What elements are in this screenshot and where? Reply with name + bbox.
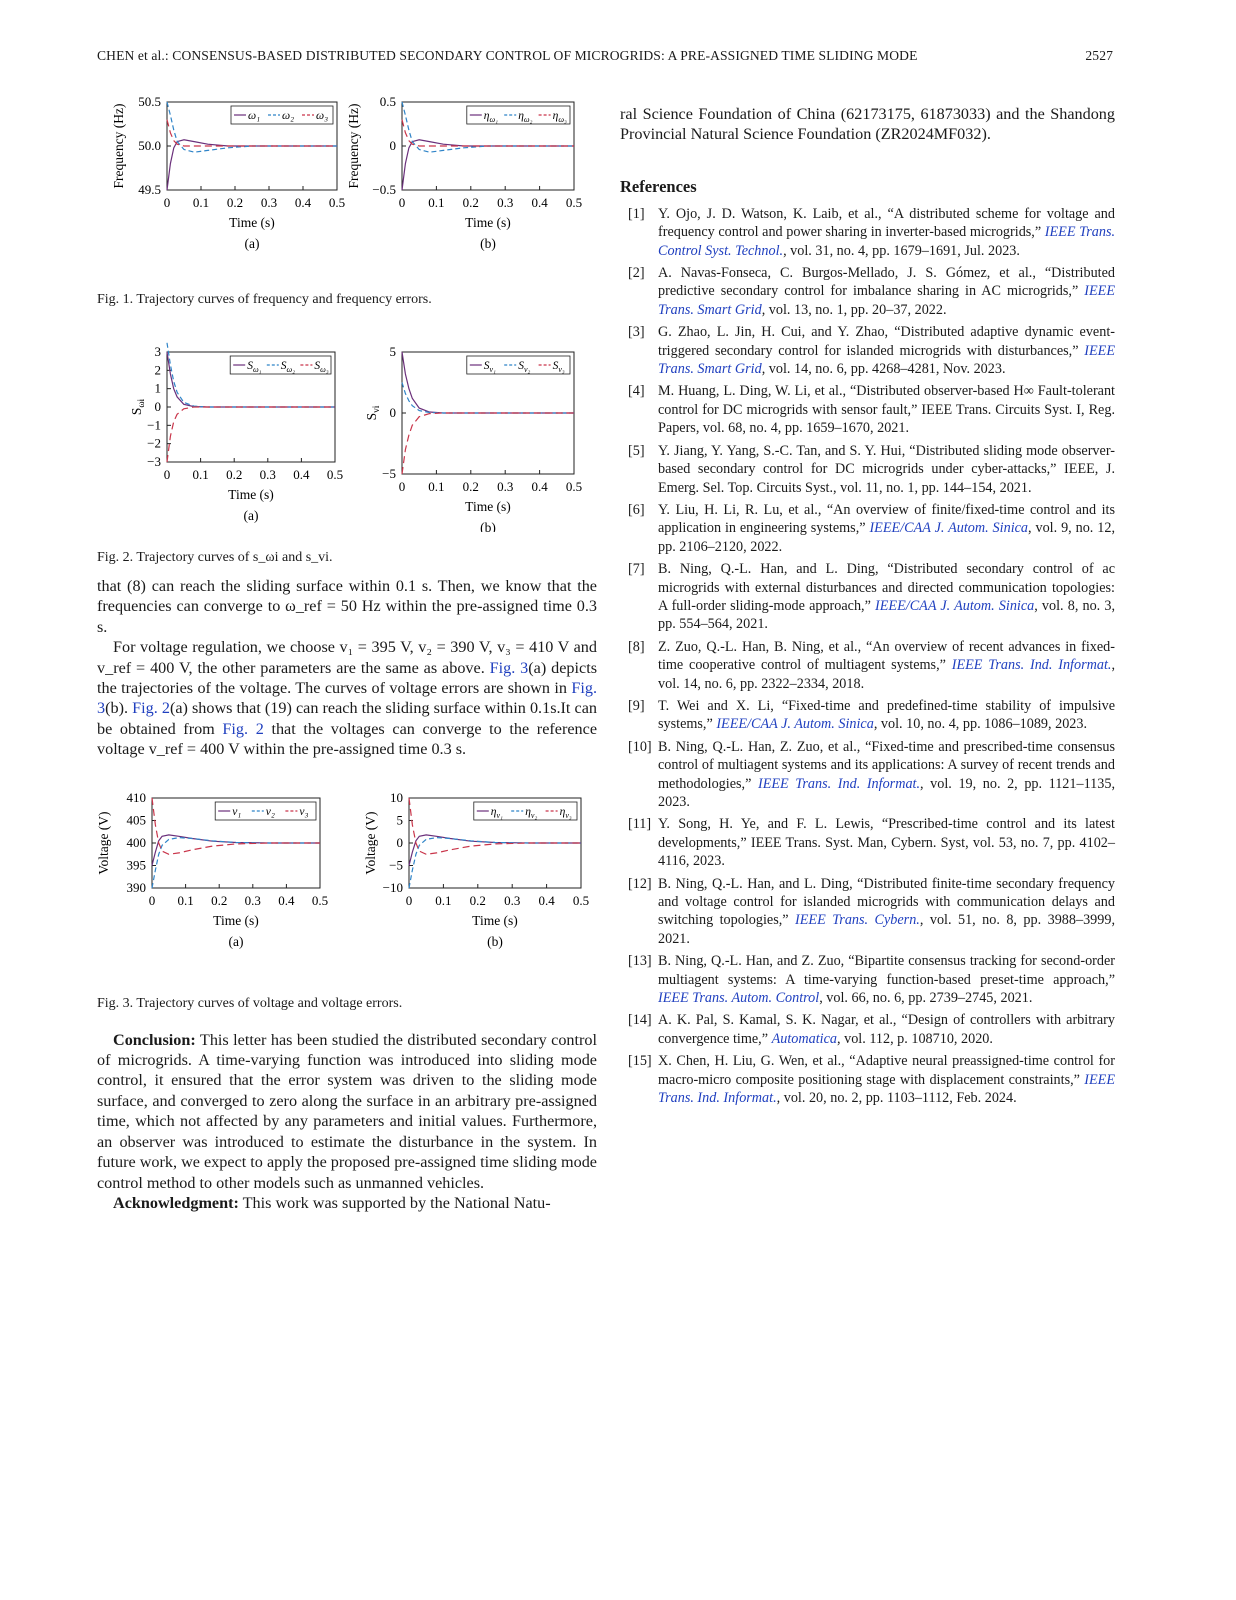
y-tick-label: 0 <box>389 138 396 153</box>
y-tick-label: 405 <box>126 812 146 828</box>
legend-entry: v₁ <box>232 805 242 818</box>
reference-text: B. Ning, Q.-L. Han, and L. Ding, “Distributed finite-time secondary frequency and voltage control for islanded microgrids with communication delays and switching topologies,” <box>658 875 1115 929</box>
legend-entry: v₃ <box>299 805 309 818</box>
y-tick-label: 0 <box>154 399 161 414</box>
reference-number: [7] <box>628 561 645 578</box>
legend-entry: ω₃ <box>316 110 329 122</box>
acknowledgment-paragraph <box>97 1193 597 1213</box>
figure-3-svg <box>97 790 597 980</box>
reference-details: , vol. 112, p. 108710, 2020. <box>837 1030 993 1047</box>
legend-entry: $S_{v_2}$ <box>518 360 531 374</box>
p2a: For voltage regulation, we choose v₁ = 395 V, v₂ = 390 V, v₃ = 410 V and v_ref = 400 V, the other parameters are the same as above. <box>97 638 597 677</box>
reference-item <box>620 560 1115 634</box>
x-tick-label: 0.2 <box>462 479 479 494</box>
x-tick-label: 0.3 <box>497 195 514 210</box>
reference-text: X. Chen, H. Liu, G. Wen, et al., “Adaptive neural preassigned-time control for macro-micro composite positioning stage with displacement constraints,” <box>658 1053 1115 1088</box>
y-tick-label: 410 <box>126 789 146 805</box>
conclusion-label: Conclusion: <box>113 1030 196 1049</box>
reference-item <box>620 264 1115 319</box>
reference-details: , vol. 13, no. 1, pp. 20–37, 2022. <box>761 301 947 318</box>
figure-1-caption: Fig. 1. Trajectory curves of frequency and frequency errors. <box>97 292 432 307</box>
x-tick-label: 0.5 <box>565 479 583 494</box>
y-tick-label: 5 <box>396 812 403 828</box>
legend-entry: $\eta_{\omega_2}$ <box>518 110 533 124</box>
x-tick-label: 0.4 <box>538 892 555 908</box>
y-axis-label: Frequency (Hz) <box>111 103 126 189</box>
right-column <box>620 96 1115 1112</box>
acknowledgment-label: Acknowledgment: <box>113 1193 239 1212</box>
x-tick-label: 0 <box>163 467 171 482</box>
legend-entry: $S_{v_3}$ <box>552 360 565 374</box>
x-axis-label: Time (s) <box>213 912 259 928</box>
legend-entry: $S_{\omega_1}$ <box>247 360 262 374</box>
x-tick-label: 0.3 <box>504 892 521 908</box>
legend-entry: $S_{\omega_3}$ <box>314 360 329 374</box>
fig2-link[interactable]: Fig. 2 <box>132 699 170 718</box>
x-tick-label: 0.4 <box>278 892 295 908</box>
figure-2-svg <box>97 342 597 532</box>
acknowledgment-text: This work was supported by the National Natu- <box>238 1193 551 1212</box>
acknowledgment-continued: ral Science Foundation of China (62173175, 61873033) and the Shandong Provincial Natural Science Foundation (ZR2024MF032). <box>620 105 1115 144</box>
x-tick-label: 0.1 <box>177 892 194 908</box>
reference-details: , vol. 53, no. 7, pp. 4102–4116, 2023. <box>658 834 1115 870</box>
reference-journal-link[interactable]: IEEE Trans. Ind. Informat. <box>658 1071 1115 1107</box>
y-axis-label: Voltage (V) <box>363 811 378 875</box>
reference-item <box>620 442 1115 497</box>
y-tick-label: −1 <box>147 417 161 433</box>
x-axis-label: Time (s) <box>229 215 275 230</box>
reference-details: , vol. 14, no. 6, pp. 4268–4281, Nov. 2023. <box>761 361 1006 378</box>
reference-journal-link[interactable]: IEEE/CAA J. Autom. Sinica <box>716 716 874 733</box>
fig2-link-2[interactable]: Fig. 2 <box>222 719 264 738</box>
reference-text: Y. Liu, H. Li, R. Lu, et al., “An overview of finite/fixed-time control and its application in engineering systems,” <box>658 501 1115 537</box>
reference-text: B. Ning, Q.-L. Han, and Z. Zuo, “Bipartite consensus tracking for second-order multiagent systems: A time-varying function-based preset-time approach,” <box>658 953 1115 988</box>
y-axis-label: $S_{\omega i}$ <box>129 398 147 416</box>
reference-list <box>620 205 1115 1108</box>
x-tick-label: 0.4 <box>293 467 310 482</box>
reference-item <box>620 323 1115 378</box>
chart-fig3b <box>363 790 589 949</box>
conclusion-section <box>97 1030 597 1214</box>
x-tick-label: 0 <box>398 479 406 494</box>
reference-details: , vol. 31, no. 4, pp. 1679–1691, Jul. 2023. <box>783 242 1020 259</box>
reference-journal-link[interactable]: Automatica <box>771 1030 837 1047</box>
reference-number: [11] <box>628 816 652 833</box>
reference-item <box>620 875 1115 949</box>
reference-text: A. K. Pal, S. Kamal, S. K. Nagar, et al., “Design of controllers with arbitrary convergence time,” <box>658 1012 1115 1047</box>
y-tick-label: 49.5 <box>138 182 161 197</box>
x-tick-label: 0.4 <box>531 195 548 210</box>
figure-1 <box>97 96 597 282</box>
legend-entry: $\eta_{\omega_1}$ <box>483 110 499 124</box>
y-tick-label: 395 <box>126 857 146 873</box>
x-tick-label: 0.2 <box>462 195 479 210</box>
reference-number: [1] <box>628 205 645 222</box>
p2c: (b). <box>105 699 133 718</box>
reference-item <box>620 815 1115 870</box>
reference-journal-link[interactable]: IEEE Trans. Ind. Informat. <box>951 657 1112 674</box>
reference-text: Y. Jiang, Y. Yang, S.-C. Tan, and S. Y. Hui, “Distributed sliding mode observer-based secondary control for DC microgrids under cyber-attacks,” IEEE, J. Emerg. Sel. Top. Circuits Syst. <box>658 442 1115 496</box>
legend-entry: $\eta_{\omega_3}$ <box>552 110 567 124</box>
y-tick-label: 10 <box>390 789 403 805</box>
x-tick-label: 0.5 <box>326 467 344 482</box>
reference-text: Y. Song, H. Ye, and F. L. Lewis, “Prescribed-time control and its latest developments,” IEEE Trans. Syst. Man, Cybern. Syst <box>658 816 1115 851</box>
legend-entry: ω₁ <box>248 110 261 122</box>
reference-item <box>620 1011 1115 1048</box>
x-tick-label: 0.5 <box>311 892 329 908</box>
subfigure-label: (a) <box>243 508 259 523</box>
x-axis-label: Time (s) <box>465 499 511 514</box>
y-tick-label: −2 <box>147 435 161 451</box>
reference-number: [2] <box>628 265 645 282</box>
figure-3 <box>97 790 597 980</box>
fig3-link[interactable]: Fig. 3 <box>489 658 529 677</box>
reference-item <box>620 382 1115 437</box>
reference-details: , vol. 66, no. 6, pp. 2739–2745, 2021. <box>819 990 1033 1007</box>
x-tick-label: 0.1 <box>192 195 210 210</box>
x-tick-label: 0.5 <box>565 195 583 210</box>
figure-1-svg <box>97 96 597 282</box>
y-tick-label: 400 <box>126 834 146 850</box>
x-axis-label: Time (s) <box>228 487 274 502</box>
reference-journal-link[interactable]: IEEE/CAA J. Autom. Sinica <box>869 520 1029 537</box>
reference-text: B. Ning, Q.-L. Han, Z. Zuo, et al., “Fixed-time and prescribed-time consensus control of multiagent systems and its applications: A survey of recent trends and methodologies,” <box>658 738 1115 792</box>
body-text-voltage <box>97 576 597 760</box>
p2d: (a) shows that (19) can reach the sliding surface within 0.1s.It can be obtained from <box>97 699 597 738</box>
reference-number: [13] <box>628 953 652 970</box>
reference-number: [8] <box>628 638 645 655</box>
y-tick-label: −10 <box>382 879 403 895</box>
legend-entry: $S_{\omega_2}$ <box>280 360 296 374</box>
legend-entry: ω₂ <box>282 110 295 122</box>
y-axis-label: Voltage (V) <box>97 811 111 875</box>
reference-item <box>620 1052 1115 1107</box>
reference-details: , vol. 8, no. 3, pp. 554–564, 2021. <box>658 597 1115 633</box>
legend-entry: v₂ <box>265 805 275 818</box>
y-tick-label: 2 <box>154 362 161 378</box>
reference-journal-link[interactable]: IEEE Trans. Cybern. <box>795 912 920 929</box>
references-heading: References <box>620 176 697 196</box>
x-tick-label: 0.1 <box>428 479 445 494</box>
subfigure-label: (b) <box>487 933 503 949</box>
y-tick-label: −0.5 <box>372 182 396 197</box>
figure-2 <box>97 342 597 532</box>
reference-item <box>620 638 1115 693</box>
x-tick-label: 0.4 <box>294 195 312 210</box>
y-tick-label: 50.5 <box>138 96 161 109</box>
chart-fig2b <box>364 344 582 532</box>
x-tick-label: 0.3 <box>259 467 276 482</box>
reference-journal-link[interactable]: IEEE Trans. Smart Grid <box>658 283 1115 318</box>
reference-item <box>620 697 1115 734</box>
y-tick-label: 3 <box>154 344 161 359</box>
reference-item <box>620 205 1115 260</box>
reference-number: [14] <box>628 1012 652 1029</box>
reference-text: T. Wei and X. Li, “Fixed-time and predefined-time stability of impulsive systems,” <box>658 697 1115 733</box>
reference-details: , vol. 10, no. 4, pp. 1086–1089, 2023. <box>873 716 1088 733</box>
reference-details: , vol. 51, no. 8, pp. 3988–3999, 2021. <box>658 912 1115 947</box>
running-title: CHEN et al.: CONSENSUS-BASED DISTRIBUTED SECONDARY CONTROL OF MICROGRIDS: A PRE-ASSIGNED TIME SLIDING MODE <box>97 48 918 63</box>
reference-number: [6] <box>628 501 645 518</box>
p2e: that the voltages can converge to the reference voltage v_ref = 400 V within the pre-assigned time 0.3 s. <box>97 719 597 759</box>
reference-journal-link[interactable]: IEEE Trans. Control Syst. Technol. <box>658 224 1116 259</box>
reference-text: Y. Ojo, J. D. Watson, K. Laib, et al., “A distributed scheme for voltage and frequency control and power sharing in inverter-based microgrids,” <box>658 205 1115 241</box>
y-tick-label: 0 <box>396 834 403 850</box>
reference-number: [12] <box>628 875 652 892</box>
reference-journal-link[interactable]: IEEE Trans. Autom. Control <box>658 990 820 1007</box>
reference-text: A. Navas-Fonseca, C. Burgos-Mellado, J. S. Gómez, et al., “Distributed predictive secondary control for imbalance sharing in AC microgrids,” <box>658 265 1115 300</box>
figure-3-caption: Fig. 3. Trajectory curves of voltage and voltage errors. <box>97 995 403 1011</box>
reference-details: , vol. 11, no. 1, pp. 144–154, 2021. <box>833 479 1032 496</box>
x-tick-label: 0 <box>163 195 171 210</box>
x-tick-label: 0 <box>148 892 156 908</box>
reference-journal-link[interactable]: IEEE Trans. Ind. Informat. <box>757 775 921 792</box>
reference-number: [9] <box>628 697 645 714</box>
x-tick-label: 0.2 <box>226 195 244 210</box>
reference-text: M. Huang, L. Ding, W. Li, et al., “Distributed observer-based H∞ Fault-tolerant control for DC microgrids with sensor fault,” IEEE Trans. Circuits Syst. I, Reg. Papers <box>658 383 1115 437</box>
x-tick-label: 0.3 <box>497 479 514 494</box>
reference-item <box>620 952 1115 1007</box>
reference-details: , vol. 68, no. 4, pp. 1659–1670, 2021. <box>695 420 910 437</box>
x-tick-label: 0.1 <box>428 195 445 210</box>
x-tick-label: 0.5 <box>328 195 346 210</box>
x-tick-label: 0.1 <box>435 892 452 908</box>
fig3-link-2[interactable]: Fig. 3 <box>97 679 597 718</box>
y-axis-label: $S_{vi}$ <box>364 405 382 421</box>
subfigure-label: (b) <box>480 236 496 251</box>
x-tick-label: 0.3 <box>260 195 278 210</box>
conclusion-text: This letter has been studied the distributed secondary control of microgrids. A time-varying function was introduced into sliding mode control, it ensured that the error system was driven to the sliding mode surface, and converged to zero along the surface in an arbitrary pre-assigned time, which not affected by any parameters and initial values. Furthermore, an observer was introduced to estimate the disturbance in the system. In future work, we expect to apply the proposed pre-assigned time sliding mode control method to other models such as unmanned vehicles. <box>97 1030 597 1192</box>
reference-number: [5] <box>628 442 645 459</box>
reference-details: , vol. 19, no. 2, pp. 1121–1135, 2023. <box>658 775 1115 810</box>
y-axis-label: Frequency (Hz) <box>346 103 361 189</box>
chart-fig1b <box>346 96 582 251</box>
x-axis-label: Time (s) <box>472 912 518 928</box>
reference-item <box>620 501 1115 556</box>
subfigure-label: (a) <box>228 933 244 949</box>
subfigure-label: (b) <box>480 520 496 532</box>
y-tick-label: −5 <box>382 466 396 481</box>
conclusion-paragraph <box>97 1030 597 1193</box>
y-tick-label: 50.0 <box>138 138 161 153</box>
chart-fig2a <box>129 343 343 523</box>
page-number: 2527 <box>1085 48 1113 63</box>
x-tick-label: 0.2 <box>211 892 228 908</box>
figure-2-caption: Fig. 2. Trajectory curves of s_ωi and s_vi. <box>97 550 333 565</box>
left-column <box>97 96 597 1213</box>
references-section <box>620 177 1115 1108</box>
x-tick-label: 0.4 <box>531 479 548 494</box>
x-tick-label: 0.2 <box>469 892 486 908</box>
y-tick-label: 0.5 <box>379 96 396 109</box>
p2b: (a) depicts the trajectories of the voltage. The curves of voltage errors are shown in <box>97 658 597 698</box>
x-tick-label: 0.2 <box>226 467 243 482</box>
reference-text: B. Ning, Q.-L. Han, and L. Ding, “Distributed secondary control of ac microgrids with external disturbances and directed communication topologies: A full-order sliding-mode approach,” <box>658 561 1115 614</box>
x-axis-label: Time (s) <box>465 215 511 230</box>
x-tick-label: 0.3 <box>244 892 261 908</box>
legend-entry: $S_{v_1}$ <box>483 360 496 374</box>
y-tick-label: 1 <box>154 380 161 396</box>
legend-entry: $\eta_{v_1}$ <box>490 805 503 820</box>
reference-number: [4] <box>628 383 645 400</box>
legend-entry: $\eta_{v_3}$ <box>559 805 572 820</box>
x-tick-label: 0.1 <box>192 467 209 482</box>
x-tick-label: 0.5 <box>572 892 590 908</box>
y-tick-label: −3 <box>147 454 161 469</box>
reference-number: [10] <box>628 738 652 755</box>
chart-fig3a <box>97 790 328 949</box>
reference-journal-link[interactable]: IEEE Trans. Smart Grid <box>658 342 1115 378</box>
reference-number: [15] <box>628 1053 652 1070</box>
reference-details: , vol. 14, no. 6, pp. 2322–2334, 2018. <box>658 657 1115 692</box>
reference-details: , vol. 9, no. 12, pp. 2106–2120, 2022. <box>658 520 1115 555</box>
x-tick-label: 0 <box>398 195 406 210</box>
y-tick-label: 0 <box>389 405 396 420</box>
y-tick-label: 5 <box>389 344 396 359</box>
chart-fig1a <box>111 96 345 251</box>
reference-number: [3] <box>628 324 645 341</box>
subfigure-label: (a) <box>244 236 260 251</box>
x-tick-label: 0 <box>405 892 413 908</box>
reference-text: G. Zhao, L. Jin, H. Cui, and Y. Zhao, “Distributed adaptive dynamic event-triggered secondary control for islanded microgrids with disturbances,” <box>658 324 1115 359</box>
reference-journal-link[interactable]: IEEE/CAA J. Autom. Sinica <box>875 597 1035 614</box>
legend-entry: $\eta_{v_2}$ <box>525 805 538 820</box>
paragraph-voltage <box>97 637 597 759</box>
y-tick-label: 390 <box>126 879 146 895</box>
reference-text: Z. Zuo, Q.-L. Han, B. Ning, et al., “An overview of recent advances in fixed-time cooperative control of multiagent systems,” <box>658 638 1115 674</box>
paragraph-frequency: that (8) can reach the sliding surface within 0.1 s. Then, we know that the frequencies can converge to ω_ref = 50 Hz within the pre-assigned time 0.3 s. <box>97 577 597 636</box>
y-tick-label: −5 <box>389 857 403 873</box>
reference-item <box>620 738 1115 812</box>
reference-details: , vol. 20, no. 2, pp. 1103–1112, Feb. 2024. <box>776 1090 1017 1107</box>
